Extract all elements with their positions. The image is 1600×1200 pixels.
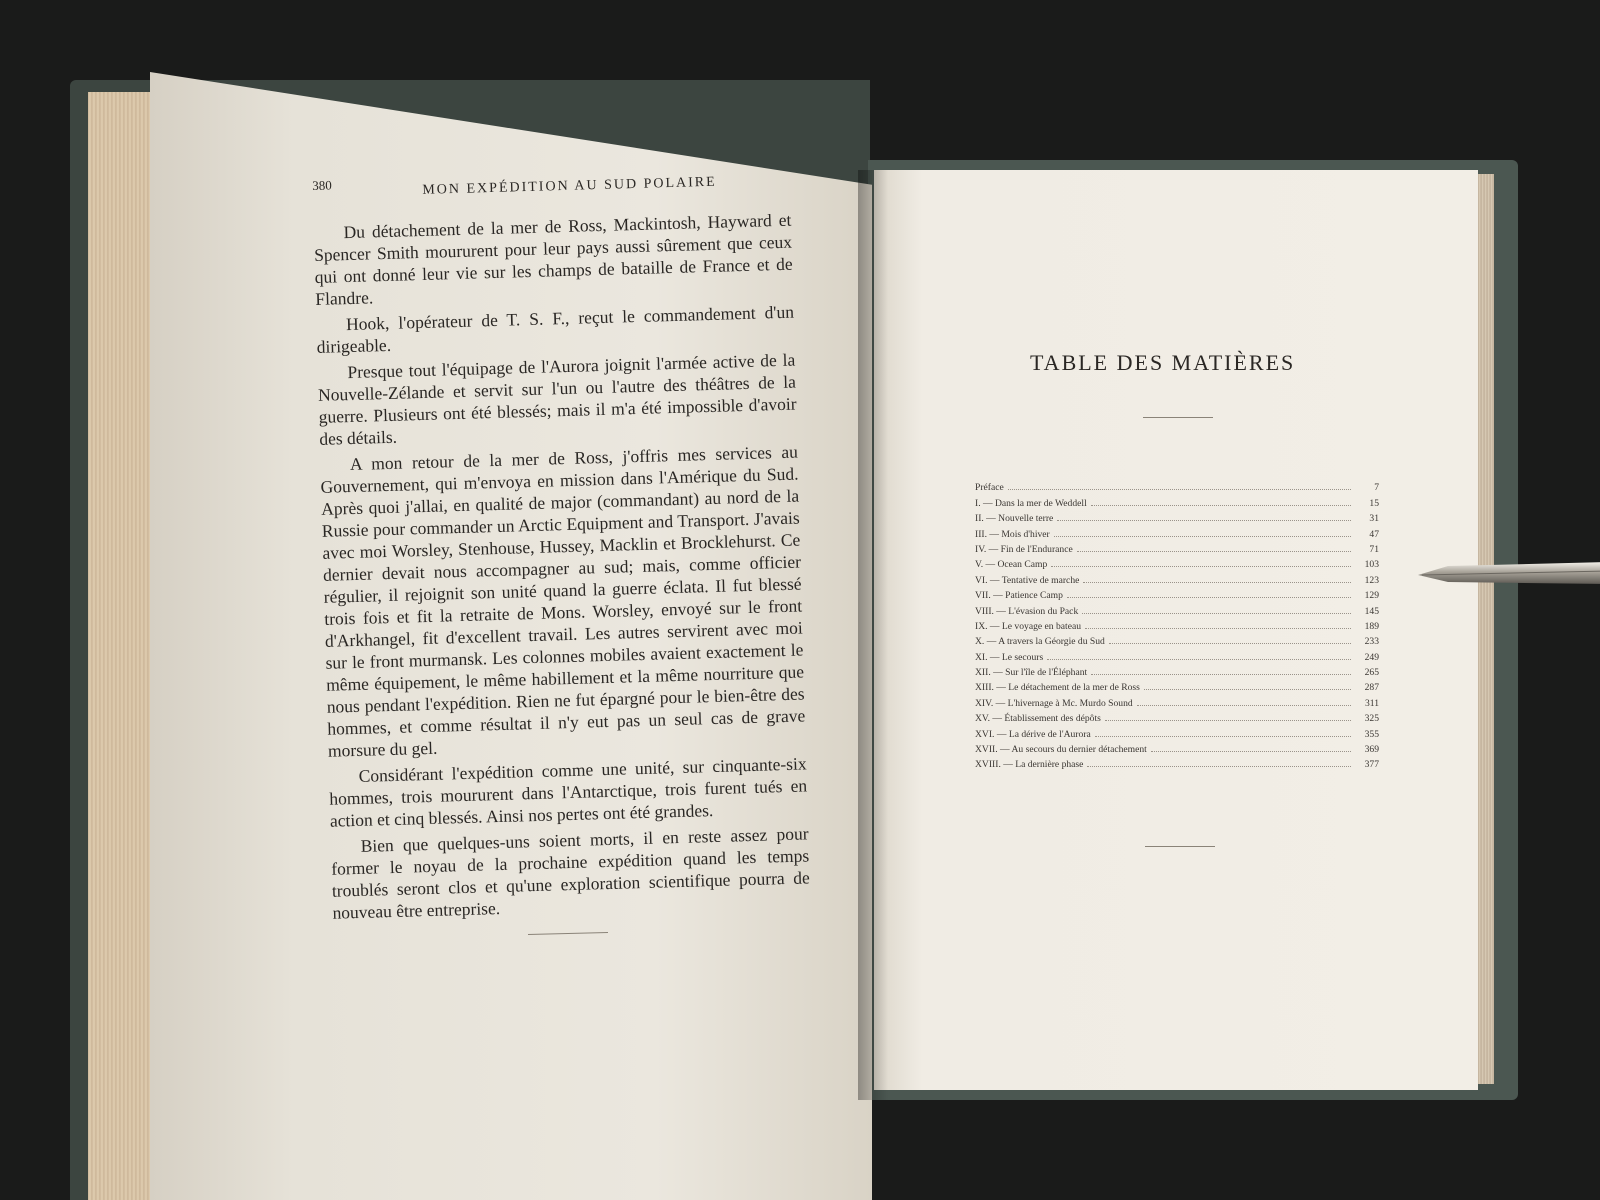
toc-entry-label: I. — Dans la mer de Weddell — [975, 497, 1087, 509]
toc-leader-dots — [1151, 751, 1351, 752]
toc-leader-dots — [1137, 705, 1351, 706]
toc-end-rule — [1145, 846, 1215, 847]
paragraph: A mon retour de la mer de Ross, j'offris mes services au Gouvernement, qui m'envoya en mission dans l'Amérique du Sud. Après quoi j'allai, en qualité de major (commandant) au nord de la Russie pour commander un Arctic Equipment and Transport. J'avais avec moi Worsley, Stenhouse, Hussey, Macklin et Brocklehurst. Ce dernier devait nous accompagner au sud; mais, comme officier régulier, il rejoignit son unité quand la guerre éclata. Il fut blessé trois fois et fit la retraite de Mons. Worsley, envoyé sur le front d'Arkhangel, fit d'excellent travail. Les autres servirent avec moi sur le front murmansk. Les colonnes mobiles avaient exactement le même équipement, le même habillement et la même nourriture que nous pendant l'expédition. Rien ne fut épargné pour le bien-être des hommes, et comme résultat il n'y eut pas un seul cas de grave morsure du gel. — [320, 441, 806, 761]
toc-entry-page: 145 — [1364, 605, 1379, 617]
toc-entry-page: 355 — [1364, 728, 1379, 740]
toc-leader-dots — [1091, 505, 1351, 506]
toc-entry — [975, 493, 1379, 508]
toc-entry — [975, 709, 1379, 724]
toc-entry — [975, 755, 1379, 770]
toc-entry — [975, 586, 1379, 601]
toc-entry — [975, 509, 1379, 524]
toc-leader-dots — [1047, 659, 1351, 660]
toc-leader-dots — [1083, 582, 1351, 583]
toc-leader-dots — [1144, 689, 1351, 690]
toc-entry — [975, 601, 1379, 616]
toc-entry — [975, 740, 1379, 755]
toc-entry — [975, 570, 1379, 585]
toc-entry-page: 233 — [1364, 636, 1379, 648]
page-number: 380 — [312, 177, 332, 193]
toc-leader-dots — [1057, 520, 1351, 521]
toc-leader-dots — [1085, 628, 1351, 629]
toc-entry — [975, 478, 1379, 493]
paragraph: Bien que quelques-uns soient morts, il en reste assez pour former le noyau de la prochaine expédition quand les temps troublés seront clos et qu'une exploration scientifique pourra de nouveau être entreprise. — [331, 823, 811, 923]
toc-entry-page: 71 — [1369, 543, 1379, 555]
pen-pointer-icon — [1418, 562, 1600, 588]
toc-entry-page: 7 — [1374, 482, 1379, 494]
toc-entry-label: V. — Ocean Camp — [975, 559, 1048, 571]
toc-entry — [975, 540, 1379, 555]
toc-entry-label: X. — A travers la Géorgie du Sud — [975, 636, 1105, 648]
toc-entry — [975, 524, 1379, 539]
toc-leader-dots — [1105, 720, 1351, 721]
toc-leader-dots — [1054, 536, 1351, 537]
toc-leader-dots — [1109, 643, 1351, 644]
toc-title: TABLE DES MATIÈRES — [1030, 350, 1296, 375]
toc-leader-dots — [1067, 597, 1351, 598]
toc-entry-page: 31 — [1369, 513, 1379, 525]
book-gutter — [858, 170, 888, 1100]
toc-entry-page: 249 — [1364, 651, 1379, 663]
toc-entry-page: 47 — [1369, 528, 1379, 540]
toc-leader-dots — [1051, 566, 1351, 567]
toc-entry — [975, 724, 1379, 739]
toc-leader-dots — [1091, 674, 1351, 675]
toc-entry-page: 189 — [1364, 620, 1379, 632]
toc-entry-label: VII. — Patience Camp — [975, 590, 1063, 602]
paragraph: Presque tout l'équipage de l'Aurora joignit l'armée active de la Nouvelle-Zélande et servit sur l'un ou l'autre des théâtres de la guerre. Plusieurs ont été blessés; mais il m'a été impossible d'avoir des détails. — [317, 349, 797, 449]
paragraph: Considérant l'expédition comme une unité, sur cinquante-six hommes, trois moururent dans l'Antarctique, trois furent tués en action et cinq blessés. Ainsi nos pertes ont été grandes. — [329, 753, 808, 831]
table-of-contents — [975, 478, 1379, 770]
toc-entry-label: IV. — Fin de l'Endurance — [975, 543, 1073, 555]
toc-entry — [975, 555, 1379, 570]
toc-leader-dots — [1082, 613, 1351, 614]
toc-entry — [975, 647, 1379, 662]
toc-entry-page: 377 — [1364, 759, 1379, 771]
toc-entry-page: 311 — [1364, 697, 1379, 709]
toc-entry-label: II. — Nouvelle terre — [975, 513, 1054, 525]
toc-leader-dots — [1077, 551, 1351, 552]
toc-title-rule — [1143, 417, 1213, 418]
body-text — [313, 209, 811, 928]
running-head: MON EXPÉDITION AU SUD POLAIRE — [422, 174, 717, 198]
page-edges-left — [88, 92, 158, 1200]
toc-entry-label: Préface — [975, 482, 1004, 494]
toc-entry-label: XVIII. — La dernière phase — [975, 759, 1084, 771]
toc-entry — [975, 693, 1379, 708]
toc-entry-page: 287 — [1364, 682, 1379, 694]
toc-entry — [975, 632, 1379, 647]
paragraph: Hook, l'opérateur de T. S. F., reçut le commandement d'un dirigeable. — [316, 301, 795, 357]
toc-leader-dots — [1008, 489, 1351, 490]
toc-entry-label: VI. — Tentative de marche — [975, 574, 1080, 586]
toc-entry-label: IX. — Le voyage en bateau — [975, 620, 1082, 632]
toc-entry — [975, 678, 1379, 693]
toc-entry-page: 103 — [1364, 559, 1379, 571]
toc-entry-page: 123 — [1364, 574, 1379, 586]
toc-leader-dots — [1095, 736, 1351, 737]
toc-entry — [975, 617, 1379, 632]
toc-entry-label: XV. — Établissement des dépôts — [975, 713, 1101, 725]
toc-entry-page: 129 — [1364, 590, 1379, 602]
paragraph: Du détachement de la mer de Ross, Mackintosh, Hayward et Spencer Smith moururent pour leur pays aussi sûrement que ceux qui ont donné leur vie sur les champs de bataille de France et de Flandre. — [313, 209, 793, 309]
toc-entry-label: III. — Mois d'hiver — [975, 528, 1050, 540]
toc-entry — [975, 663, 1379, 678]
toc-entry-page: 325 — [1364, 713, 1379, 725]
toc-entry-page: 265 — [1364, 667, 1379, 679]
toc-leader-dots — [1087, 766, 1351, 767]
toc-entry-label: XI. — Le secours — [975, 651, 1044, 663]
toc-entry-label: XVII. — Au secours du dernier détachement — [975, 744, 1147, 756]
toc-entry-label: VIII. — L'évasion du Pack — [975, 605, 1079, 617]
toc-entry-label: XIII. — Le détachement de la mer de Ross — [975, 682, 1140, 694]
toc-entry-page: 369 — [1364, 744, 1379, 756]
toc-entry-label: XIV. — L'hivernage à Mc. Murdo Sound — [975, 697, 1133, 709]
toc-entry-label: XII. — Sur l'île de l'Éléphant — [975, 667, 1088, 679]
toc-entry-label: XVI. — La dérive de l'Aurora — [975, 728, 1091, 740]
toc-entry-page: 15 — [1369, 497, 1379, 509]
